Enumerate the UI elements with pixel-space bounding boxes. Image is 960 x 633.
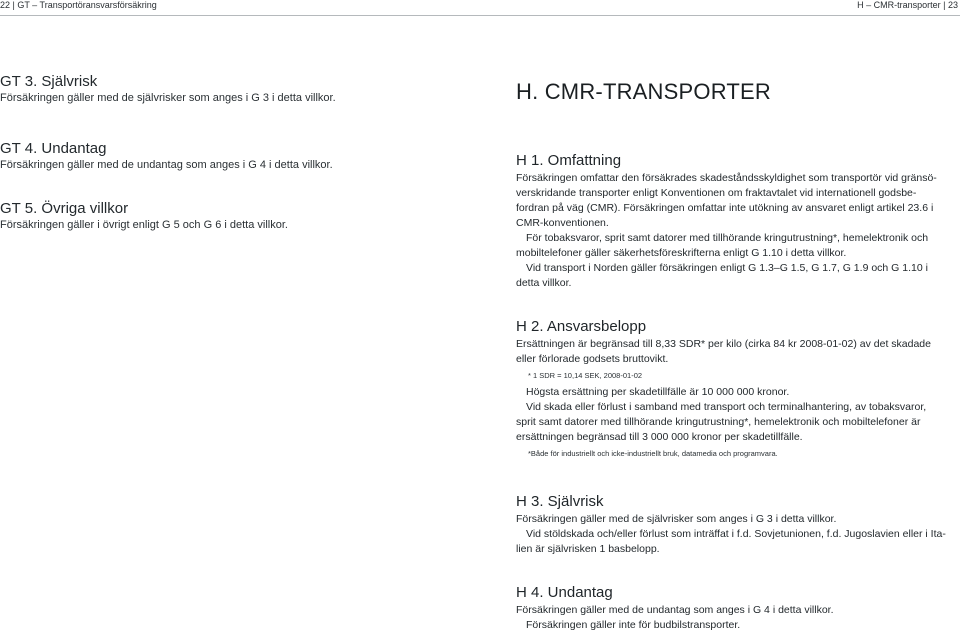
- paragraph: [516, 231, 956, 261]
- chapter-title: H. CMR-TRANSPORTER: [516, 79, 771, 104]
- text-line: Försäkringen gäller med de självrisker som anges i G 3 i detta villkor.: [516, 513, 837, 525]
- paragraph: [516, 337, 956, 367]
- text-line: Försäkringen omfattar den försäkrades skadeståndsskyldighet som transportör vid gränsö-: [516, 172, 937, 184]
- text-line: ersättningen begränsad till 3 000 000 kronor per skadetillfälle.: [516, 431, 803, 443]
- section-text: Försäkringen gäller med de undantag som anges i G 4 i detta villkor.: [0, 159, 333, 171]
- paragraph: [516, 618, 956, 633]
- section-heading: GT 5. Övriga villkor: [0, 200, 129, 217]
- section-h3: [516, 493, 956, 557]
- section-text: Försäkringen gäller med de självrisker som anges i G 3 i detta villkor.: [0, 92, 336, 104]
- section-heading: H 1. Omfattning: [516, 152, 622, 169]
- text-line: detta villkor.: [516, 277, 572, 289]
- text-line: Vid skada eller förlust i samband med transport och terminalhantering, av tobaksvaror,: [526, 401, 927, 413]
- footnote: *Både för industriellt och icke-industriellt bruk, datamedia och programvara.: [528, 449, 778, 458]
- text-line: mobiltelefoner gäller säkerhetsföreskrifterna enligt G 1.10 i detta villkor.: [516, 247, 847, 259]
- text-line: Högsta ersättning per skadetillfälle är 10 000 000 kronor.: [526, 386, 790, 398]
- section-heading: GT 4. Undantag: [0, 140, 107, 157]
- paragraph: [516, 171, 956, 231]
- paragraph: [516, 385, 956, 400]
- section-gt4: [0, 140, 333, 172]
- running-header-left: 22 | GT – Transportöransvarsförsäkring: [0, 0, 157, 10]
- section-heading: GT 3. Självrisk: [0, 73, 98, 90]
- text-line: eller förlorade godsets bruttovikt.: [516, 353, 669, 365]
- text-line: lien är självrisken 1 basbelopp.: [516, 543, 660, 555]
- section-gt5: [0, 200, 288, 232]
- text-line: Vid transport i Norden gäller försäkringen enligt G 1.3–G 1.5, G 1.7, G 1.9 och G 1.10 i: [526, 262, 928, 274]
- text-line: För tobaksvaror, sprit samt datorer med tillhörande kringutrustning*, hemelektronik och: [526, 232, 929, 244]
- section-heading: H 4. Undantag: [516, 584, 613, 601]
- footnote: * 1 SDR = 10,14 SEK, 2008-01-02: [528, 371, 643, 380]
- section-h1: [516, 152, 956, 291]
- text-line: CMR-konventionen.: [516, 217, 609, 229]
- paragraph: [516, 512, 956, 527]
- section-h2: [516, 318, 956, 463]
- section-heading: H 2. Ansvarsbelopp: [516, 318, 647, 335]
- section-text: Försäkringen gäller i övrigt enligt G 5 och G 6 i detta villkor.: [0, 219, 288, 231]
- paragraph: [516, 400, 956, 445]
- running-header-right: H – CMR-transporter | 23: [857, 0, 958, 10]
- text-line: Ersättningen är begränsad till 8,33 SDR* per kilo (cirka 84 kr 2008-01-02) av det skadade: [516, 338, 931, 350]
- text-line: verskridande transporter enligt Konventionen om fraktavtalet vid internationell godsbe-: [516, 187, 917, 199]
- text-line: Vid stöldskada och/eller förlust som inträffat i f.d. Sovjetunionen, f.d. Jugoslavien eller i Ita-: [526, 528, 946, 540]
- section-h4: [516, 584, 956, 633]
- text-line: sprit samt datorer med tillhörande kringutrustning*, hemelektronik och mobiltelefoner är: [516, 416, 921, 428]
- paragraph: [516, 603, 956, 618]
- header-divider: [0, 15, 960, 16]
- text-line: Försäkringen gäller inte för budbilstransporter.: [526, 619, 741, 631]
- text-line: fordran på väg (CMR). Försäkringen omfattar inte utökning av ansvaret enligt artikel 23.6 i: [516, 202, 934, 214]
- section-heading: H 3. Självrisk: [516, 493, 604, 510]
- paragraph: [516, 261, 956, 291]
- section-gt3: [0, 73, 336, 105]
- paragraph: [516, 527, 956, 557]
- text-line: Försäkringen gäller med de undantag som anges i G 4 i detta villkor.: [516, 604, 834, 616]
